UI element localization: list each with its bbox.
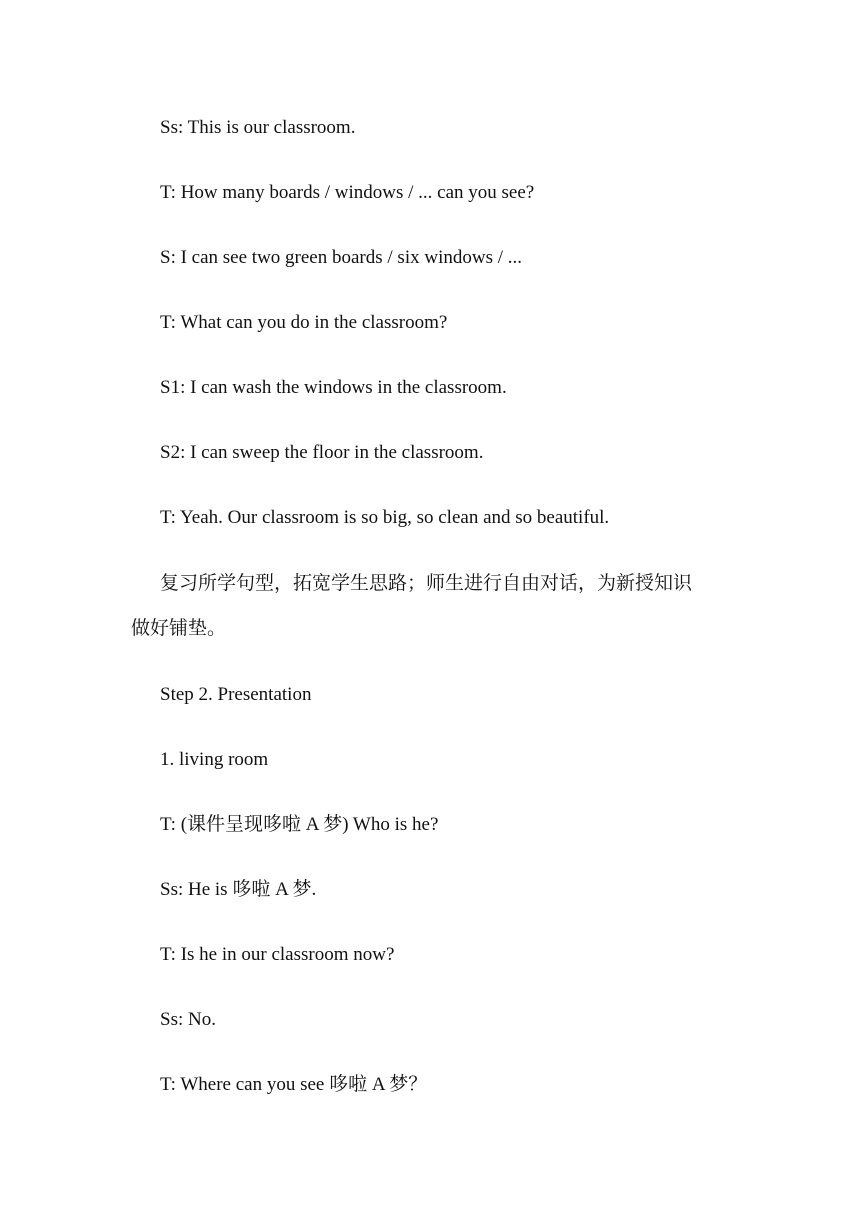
dialogue-line-4: T: What can you do in the classroom? (160, 312, 448, 333)
teaching-note-paragraph (131, 572, 731, 641)
teaching-note-line-2: 做好铺垫。 (131, 618, 227, 639)
dialogue-line-1: Ss: This is our classroom. (160, 117, 356, 138)
teaching-note-line-1: 复习所学句型，拓宽学生思路；师生进行自由对话，为新授知识 (160, 573, 693, 594)
dialogue-line-9: Ss: He is 哆啦 A 梦. (160, 879, 317, 900)
dialogue-line-11: Ss: No. (160, 1009, 216, 1030)
dialogue-line-6: S2: I can sweep the floor in the classroom. (160, 442, 484, 463)
dialogue-line-12: T: Where can you see 哆啦 A 梦？ (160, 1074, 428, 1095)
dialogue-line-10: T: Is he in our classroom now? (160, 944, 395, 965)
sub-heading: 1. living room (160, 749, 269, 770)
dialogue-line-7: T: Yeah. Our classroom is so big, so clean and so beautiful. (160, 507, 610, 528)
dialogue-line-8: T: (课件呈现哆啦 A 梦) Who is he? (160, 814, 439, 835)
dialogue-line-3: S: I can see two green boards / six windows / ... (160, 247, 522, 268)
step-heading: Step 2. Presentation (160, 684, 312, 705)
dialogue-line-5: S1: I can wash the windows in the classroom. (160, 377, 507, 398)
dialogue-line-2: T: How many boards / windows / ... can you see? (160, 182, 535, 203)
